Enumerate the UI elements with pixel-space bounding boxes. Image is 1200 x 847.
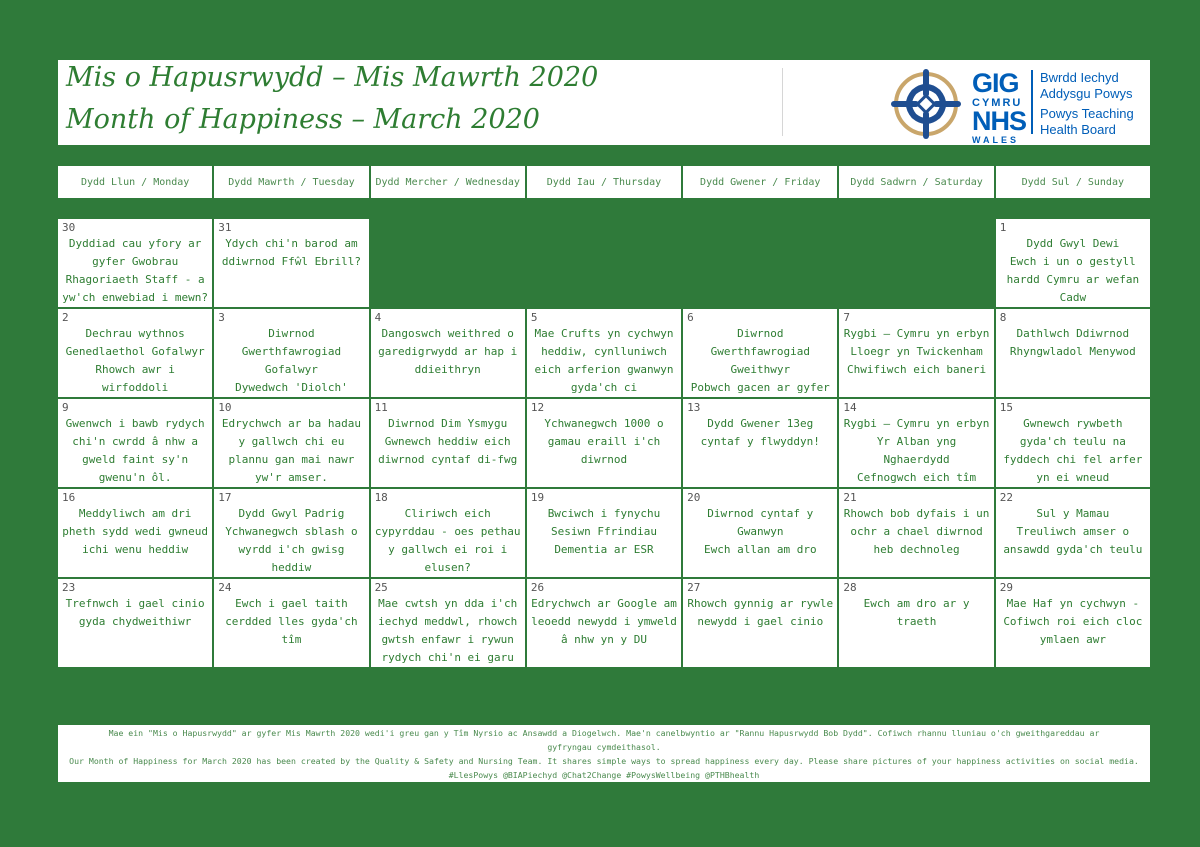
nhs-wales-logo bbox=[888, 66, 1140, 145]
day-activity: Rygbi – Cymru yn erbyn Lloegr yn Twickenham Chwifiwch eich baneri bbox=[843, 327, 990, 376]
calendar-cell-empty bbox=[839, 219, 993, 307]
weekday-sunday: Dydd Sul / Sunday bbox=[996, 166, 1150, 198]
logo-line-3: Powys Teaching bbox=[1040, 106, 1134, 121]
calendar-day-cell bbox=[214, 219, 368, 307]
calendar-day-cell bbox=[839, 309, 993, 397]
calendar-day-cell bbox=[214, 579, 368, 667]
calendar-day-cell bbox=[996, 309, 1150, 397]
weekday-tuesday: Dydd Mawrth / Tuesday bbox=[214, 166, 368, 198]
day-number: 26 bbox=[530, 581, 545, 594]
calendar-day-cell bbox=[58, 219, 212, 307]
day-number: 13 bbox=[687, 401, 701, 414]
day-activity: Diwrnod Dim Ysmygu Gwnewch heddiw eich diwrnod cyntaf di-fwg bbox=[378, 417, 518, 466]
day-number: 9 bbox=[62, 401, 69, 414]
day-activity: Mae cwtsh yn dda i'ch iechyd meddwl, rhowch gwtsh enfawr i rywun rydych chi'n ei garu bbox=[378, 597, 518, 664]
calendar-day-cell bbox=[683, 309, 837, 397]
weekday-saturday: Dydd Sadwrn / Saturday bbox=[839, 166, 993, 198]
calendar-day-cell bbox=[683, 579, 837, 667]
day-activity: Rhowch bob dyfais i un ochr a chael diwrnod heb dechnoleg bbox=[843, 507, 990, 556]
day-number: 22 bbox=[999, 491, 1013, 504]
day-activity: Dyddiad cau yfory ar gyfer Gwobrau Rhagoriaeth Staff - a yw'ch enwebiad i mewn? bbox=[62, 237, 208, 304]
day-activity: Diwrnod cyntaf y Gwanwyn Ewch allan am dro bbox=[703, 507, 817, 556]
weekday-wednesday: Dydd Mercher / Wednesday bbox=[371, 166, 525, 198]
footer-notes bbox=[58, 725, 1150, 782]
calendar-day-cell bbox=[371, 309, 525, 397]
calendar-day-cell bbox=[214, 309, 368, 397]
calendar-day-cell bbox=[527, 399, 681, 487]
day-activity: Dechrau wythnos Genedlaethol Gofalwyr Rhowch awr i wirfoddoli bbox=[65, 327, 205, 394]
weekday-thursday: Dydd Iau / Thursday bbox=[527, 166, 681, 198]
calendar-day-cell bbox=[683, 399, 837, 487]
day-activity: Diwrnod Gwerthfawrogiad Gofalwyr Dywedwch 'Diolch' bbox=[235, 327, 348, 394]
day-activity: Trefnwch i gael cinio gyda chydweithiwr bbox=[65, 597, 205, 628]
celtic-knot-icon bbox=[888, 66, 964, 142]
logo-gig-text: GIG bbox=[972, 68, 1019, 98]
day-number: 30 bbox=[62, 221, 76, 234]
day-number: 15 bbox=[999, 401, 1013, 414]
day-activity: Ewch am dro ar y traeth bbox=[863, 597, 970, 628]
day-activity: Edrychwch ar Google am leoedd newydd i ymweld â nhw yn y DU bbox=[531, 597, 677, 646]
day-number: 20 bbox=[687, 491, 701, 504]
day-number: 16 bbox=[62, 491, 76, 504]
calendar-day-cell bbox=[527, 309, 681, 397]
calendar-day-cell bbox=[214, 489, 368, 577]
day-activity: Mae Crufts yn cychwyn heddiw, cynlluniwch eich arferion gwanwyn gyda'ch ci bbox=[534, 327, 674, 394]
day-number: 3 bbox=[218, 311, 225, 324]
day-activity: Dydd Gwener 13eg cyntaf y flwyddyn! bbox=[700, 417, 820, 448]
logo-line-1: Bwrdd Iechyd bbox=[1040, 70, 1119, 85]
footer-line-welsh-2: gyfryngau cymdeithasol. bbox=[547, 742, 661, 752]
page-title-english: Month of Happiness – March 2020 bbox=[66, 104, 540, 135]
calendar-day-cell bbox=[996, 579, 1150, 667]
day-number: 6 bbox=[687, 311, 694, 324]
header-banner bbox=[58, 60, 1150, 145]
calendar-cell-empty bbox=[683, 219, 837, 307]
day-number: 17 bbox=[218, 491, 232, 504]
day-activity: Mae Haf yn cychwyn - Cofiwch roi eich cloc ymlaen awr bbox=[1003, 597, 1143, 646]
page-title-welsh: Mis o Hapusrwydd – Mis Mawrth 2020 bbox=[66, 62, 599, 93]
day-activity: Ychwanegwch 1000 o gamau eraill i'ch diwrnod bbox=[544, 417, 664, 466]
calendar-day-cell bbox=[58, 579, 212, 667]
day-activity: Bwciwch i fynychu Sesiwn Ffrindiau Dementia ar ESR bbox=[547, 507, 661, 556]
calendar-day-cell bbox=[214, 399, 368, 487]
day-number: 4 bbox=[374, 311, 382, 324]
day-activity: Diwrnod Gwerthfawrogiad Gweithwyr Pobwch gacen ar gyfer bbox=[690, 327, 830, 394]
day-number: 28 bbox=[843, 581, 857, 594]
day-activity: Ydych chi'n barod am ddiwrnod Ffŵl Ebrill? bbox=[221, 237, 361, 268]
day-number: 11 bbox=[374, 401, 388, 414]
logo-divider bbox=[1031, 70, 1033, 134]
calendar-day-cell bbox=[839, 489, 993, 577]
day-activity: Dathlwch Ddiwrnod Rhyngwladol Menywod bbox=[1009, 327, 1136, 358]
calendar-cell-empty bbox=[371, 219, 525, 307]
logo-cymru-text: CYMRU bbox=[972, 97, 1023, 109]
calendar-day-cell bbox=[996, 219, 1150, 307]
day-number: 14 bbox=[843, 401, 857, 414]
day-activity: Ewch i gael taith cerdded lles gyda'ch tîm bbox=[225, 597, 358, 646]
calendar-day-cell bbox=[839, 399, 993, 487]
calendar-day-cell bbox=[683, 489, 837, 577]
logo-line-2: Addysgu Powys bbox=[1040, 86, 1133, 101]
day-number: 2 bbox=[62, 311, 69, 324]
header-divider bbox=[782, 68, 783, 136]
day-number: 18 bbox=[374, 491, 388, 504]
weekday-header-row bbox=[58, 166, 1150, 198]
weekday-friday: Dydd Gwener / Friday bbox=[683, 166, 837, 198]
day-number: 10 bbox=[218, 401, 232, 414]
day-number: 21 bbox=[843, 491, 857, 504]
calendar-day-cell bbox=[527, 579, 681, 667]
calendar-day-cell bbox=[527, 489, 681, 577]
day-number: 27 bbox=[687, 581, 701, 594]
day-activity: Rygbi – Cymru yn erbyn Yr Alban yng Nghaerdydd Cefnogwch eich tîm bbox=[843, 417, 990, 484]
day-number: 7 bbox=[843, 311, 851, 324]
calendar-day-cell bbox=[996, 399, 1150, 487]
day-number: 24 bbox=[218, 581, 232, 594]
day-number: 29 bbox=[999, 581, 1013, 594]
day-activity: Cliriwch eich cypyrddau - oes pethau y gallwch ei roi i elusen? bbox=[374, 507, 521, 574]
day-number: 25 bbox=[374, 581, 388, 594]
footer-line-welsh-1: Mae ein "Mis o Hapusrwydd" ar gyfer Mis Mawrth 2020 wedi'i greu gan y Tîm Nyrsio ac Ansawdd a Diogelwch. Mae'n canelbwyntio ar "Rannu Hapusrwydd Bob Dydd". Cofiwch rhannu lluniau o'ch gweithgareddau ar bbox=[108, 728, 1100, 738]
day-activity: Dydd Gwyl Padrig Ychwanegwch sblash o wyrdd i'ch gwisg heddiw bbox=[225, 507, 358, 574]
day-number: 5 bbox=[530, 311, 538, 324]
calendar-day-cell bbox=[371, 489, 525, 577]
day-activity: Gwenwch i bawb rydych chi'n cwrdd â nhw a gweld faint sy'n gwenu'n ôl. bbox=[65, 417, 205, 484]
day-number: 19 bbox=[530, 491, 545, 504]
weekday-monday: Dydd Llun / Monday bbox=[58, 166, 212, 198]
day-number: 12 bbox=[530, 401, 545, 414]
calendar-day-cell bbox=[839, 579, 993, 667]
day-number: 1 bbox=[999, 221, 1007, 234]
day-activity: Dangoswch weithred o garedigrwydd ar hap i ddieithryn bbox=[378, 327, 518, 376]
day-number: 31 bbox=[218, 221, 232, 234]
day-activity: Edrychwch ar ba hadau y gallwch chi eu plannu gan mai nawr yw'r amser. bbox=[221, 417, 361, 484]
logo-wales-text: WALES bbox=[972, 135, 1020, 145]
day-number: 8 bbox=[999, 311, 1007, 324]
calendar-day-cell bbox=[58, 489, 212, 577]
footer-hashtags: #LlesPowys @BIAPiechyd @Chat2Change #PowysWellbeing @PTHBhealth bbox=[448, 770, 760, 780]
footer-line-english: Our Month of Happiness for March 2020 has been created by the Quality & Safety and Nursing Team. It shares simple ways to spread happiness every day. Please share pictures of your happiness activities on social media. bbox=[69, 756, 1139, 766]
day-activity: Dydd Gwyl Dewi Ewch i un o gestyll hardd Cymru ar wefan Cadw bbox=[1006, 237, 1140, 304]
day-number: 23 bbox=[62, 581, 76, 594]
calendar-day-cell bbox=[996, 489, 1150, 577]
calendar-day-cell bbox=[371, 399, 525, 487]
day-activity: Sul y Mamau Treuliwch amser o ansawdd gyda'ch teulu bbox=[1003, 507, 1143, 556]
calendar-grid bbox=[58, 219, 1150, 757]
calendar-day-cell bbox=[58, 309, 212, 397]
day-activity: Meddyliwch am dri pheth sydd wedi gwneud ichi wenu heddiw bbox=[62, 507, 208, 556]
logo-nhs-text: NHS bbox=[972, 106, 1027, 136]
calendar-day-cell bbox=[371, 579, 525, 667]
day-activity: Rhowch gynnig ar rywle newydd i gael cinio bbox=[687, 597, 834, 628]
day-activity: Gwnewch rywbeth gyda'ch teulu na fyddech chi fel arfer yn ei wneud bbox=[1003, 417, 1143, 484]
logo-line-4: Health Board bbox=[1040, 122, 1116, 137]
calendar-cell-empty bbox=[527, 219, 681, 307]
calendar-day-cell bbox=[58, 399, 212, 487]
